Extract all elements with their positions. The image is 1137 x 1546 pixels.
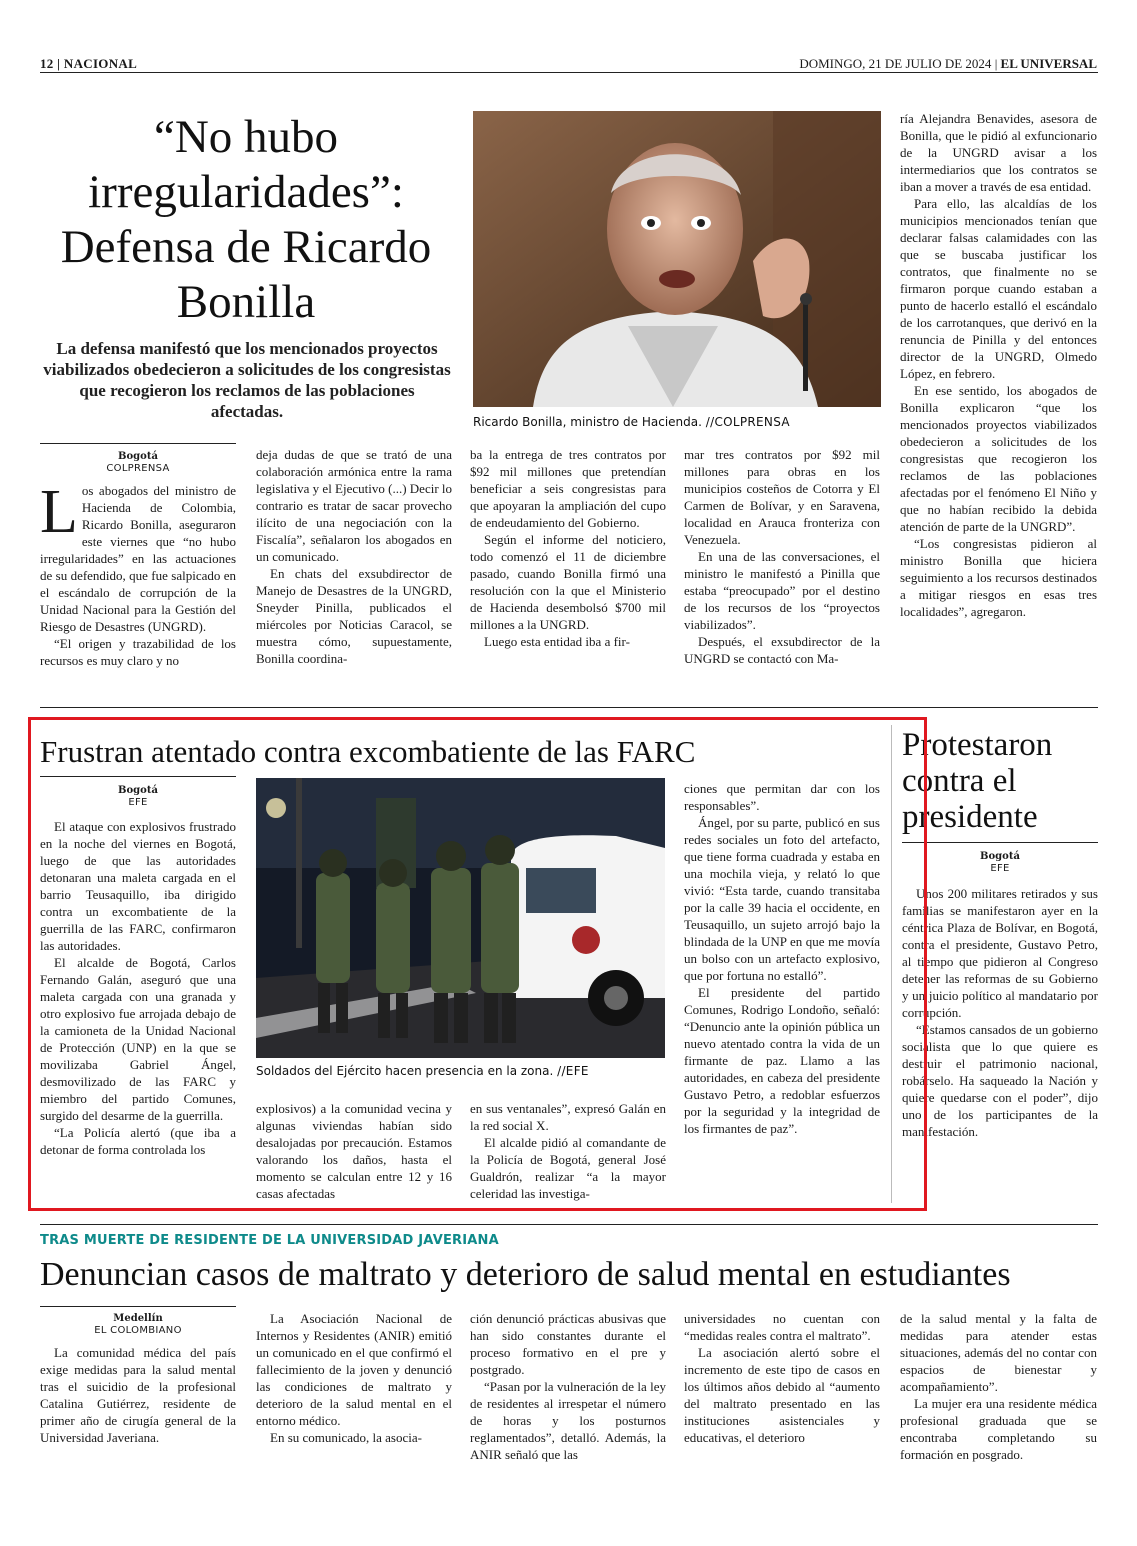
page-folio: 12 | NACIONAL bbox=[40, 56, 138, 71]
story1-column-3: ba la entrega de tres contratos por $92 mil millones que pretendían beneficiar a seis congresistas para que apoyaran la ampliación del cupo de endeudamiento del Gobierno. Según el informe del noticiero, todo comenzó el 11 de diciembre pasado, cuando Bonilla firmó una resolución con la que el Ministerio de Hacienda desembolsó $700 mil millones a la UNGRD. Luego esta entidad iba a fir- bbox=[470, 447, 666, 649]
issue-date: DOMINGO, 21 DE JULIO DE 2024 bbox=[799, 56, 992, 71]
bonilla-portrait-image bbox=[473, 111, 881, 407]
story4-column-4: universidades no cuentan con “medidas reales contra el maltrato”. La asociación alertó sobre el incremento de este tipo de casos en los últimos años debido al “aumento del maltrato presentado en las instituciones asistenciales y educativas, el deterioro bbox=[684, 1311, 880, 1445]
photo-credit: //EFE bbox=[557, 1064, 589, 1078]
story1-photo bbox=[473, 111, 881, 407]
story4-dateline-rule bbox=[40, 1306, 236, 1307]
story1-column-2: deja dudas de que se trató de una colaboración armónica entre la rama legislativa y el Ejecutivo (...) Decir lo contrario es tratar de sacar provecho ilícito de una negociación con la Fiscalía”, señalaron los abogados en un comunicado. En chats del exsubdirector de Manejo de Desastres de la UNGRD, Sneyder Pinilla, publicados el miércoles por Noticias Caracol, se muestra cómo, supuestamente, Bonilla coordina- bbox=[256, 447, 453, 666]
story4-dateline: Medellín EL COLOMBIANO bbox=[40, 1313, 236, 1337]
story4-column-1: La comunidad médica del país exige medidas para la salud mental tras el suicidio de la profesional Catalina Gutiérrez, residente de primer año de cirugía general de la Universidad Javeriana. bbox=[40, 1345, 236, 1445]
story4-headline: Denuncian casos de maltrato y deterioro de salud mental en estudiantes bbox=[40, 1256, 1011, 1293]
story2-column-1: El ataque con explosivos frustrado en la noche del viernes en Bogotá, luego de que las autoridades detonaran una maleta cargada en el barrio Teusaquillo, iba dirigido contra un excombatiente de la guerrilla de las FARC, confirmaron las autoridades. El alcalde de Bogotá, Carlos Fernando Galán, aseguró que una maleta cargada con una granada y otro explosivo fue arrojada debajo de la camioneta de la Unidad Nacional de Protección (UNP) en la que se movilizaba Gabriel Ángel, desmovilizado de las FARC y miembro del partido Comunes, surgido del desarme de la guerrilla. “La Policía alertó (que iba a detonar de forma controlada los bbox=[40, 819, 236, 1157]
story1-column-5: ría Alejandra Benavides, asesora de Bonilla, que le pidió al exfuncionario de la UNGRD avisar a los intermediarios que los contratos se iban a mover a través de esa entidad. Para ello, las alcaldías de los municipios mencionados tenían que declarar falsas calamidades con las que se buscaba justificar los contratos, que finalmente no se firmaron porque cuando estaban a punto de hacerlo estalló el escándalo de los carrotanques, que derivó en la renuncia de Pinilla y del entonces director de la UNGRD, Olmedo López, en febrero. En ese sentido, los abogados de Bonilla explicaron “que los mencionados proyectos viabilizados obedecieron a solicitudes de los congresistas que recogieron los reclamos de las poblaciones afectadas por el fenómeno El Niño y que no habían recibido la debida atención de parte de la UNGRD”. “Los congresistas pidieron al ministro Bonilla que hiciera seguimiento a los recursos destinados a mitigar riesgos en esas tres localidades”, agregaron. bbox=[900, 111, 1097, 619]
story1-column-1: Los abogados del ministro de Hacienda de Colombia, Ricardo Bonilla, aseguraron este viernes que “no hubo irregularidades” en las actuaciones de su defendido, que fue salpicado en el escándalo de corrupción de la Unidad Nacional para la Gestión del Riesgo de Desastres (UNGRD). “El origen y trazabilidad de los recursos es muy claro y no bbox=[40, 478, 236, 668]
section-divider-2 bbox=[40, 1224, 1098, 1225]
drop-cap: L bbox=[40, 478, 78, 546]
story4-column-2: La Asociación Nacional de Internos y Residentes (ANIR) emitió un comunicado en el que confirmó el fallecimiento de la joven y denunció las condiciones de maltrato y deterioro de la salud mental en el entorno médico. En su comunicado, la asocia- bbox=[256, 1311, 452, 1445]
story2-dateline: Bogotá EFE bbox=[40, 785, 236, 809]
photo-credit: //COLPRENSA bbox=[705, 415, 790, 429]
story2-column-2: explosivos) a la comunidad vecina y algunas viviendas habían sido desalojadas por precaución. Estamos valorando los daños, hasta el momento se calculan entre 12 y 16 casas afectadas bbox=[256, 1101, 452, 1201]
story3-dateline-rule bbox=[902, 842, 1098, 843]
story4-kicker: TRAS MUERTE DE RESIDENTE DE LA UNIVERSIDAD JAVERIANA bbox=[40, 1233, 499, 1248]
newspaper-name: EL UNIVERSAL bbox=[1000, 56, 1097, 71]
story1-dateline: Bogotá COLPRENSA bbox=[40, 451, 236, 475]
story1-lede: La defensa manifestó que los mencionados proyectos viabilizados obedecieron a solicitudes de los congresistas que recogieron los reclamos de las poblaciones afectadas. bbox=[43, 339, 451, 421]
story2-agency: EFE bbox=[128, 797, 148, 808]
story2-column-4: ciones que permitan dar con los responsables”. Ángel, por su parte, publicó en sus redes sociales un foto del artefacto, que tiene forma cuadrada y estaba en una mochila vieja, y relató lo que vivió: “Esta tarde, cuando transitaba por la calle 39 hacia el occidente, en Teusaquillo, un sujeto arrojó bajo la blindada de la UNP en que me movía un bolso con un artefacto explosivo, que por fortuna no estalló”. El presidente del partido Comunes, Rodrigo Londoño, señaló: “Denuncio ante la opinión pública un nuevo atentado contra la vida de un firmante de paz. Llamo a las autoridades, en cabeza del presidente Gustavo Petro, a redoblar esfuerzos por la seguridad y la integridad de los firmantes de paz”. bbox=[684, 781, 880, 1136]
header-rule bbox=[40, 72, 1098, 73]
story4-column-5: de la salud mental y la falta de medidas para atender estas situaciones, además del no contar con espacios de bienestar y acompañamiento”. La mujer era una residente médica profesional graduada que se encontraba completando su formación en posgrado. bbox=[900, 1311, 1097, 1462]
story1-headline: “No hubo irregularidades”: Defensa de Ricardo Bonilla bbox=[60, 111, 432, 328]
story3-column-1: Unos 200 militares retirados y sus familias se manifestaron ayer en la céntrica Plaza de Bolívar, en Bogotá, contra el presidente, Gustavo Petro, al tiempo que pidieron al Congreso detener las reformas de su Gobierno y un juicio político al mandatario por corrupción. “Estamos cansados de un gobierno socialista que lo que quiere es destruir el patrimonio nacional, robárselo. Ha saqueado la Nación y quiere quedarse con el poder”, dijo uno de los participantes de la manifestación. bbox=[902, 886, 1098, 1139]
story3-headline: Protestaron contra el presidente bbox=[902, 727, 1053, 835]
issue-date-line: DOMINGO, 21 DE JULIO DE 2024 | EL UNIVERSAL bbox=[799, 56, 1097, 71]
story3-dateline: Bogotá EFE bbox=[902, 851, 1098, 875]
section-name: NACIONAL bbox=[63, 56, 138, 71]
story2-column-3: en sus ventanales”, expresó Galán en la red social X. El alcalde pidió al comandante de la Policía de Bogotá, general José Gualdrón, realizar “a la mayor celeridad las investiga- bbox=[470, 1101, 666, 1201]
section-divider-1 bbox=[40, 707, 1098, 708]
story1-dateline-rule bbox=[40, 443, 236, 444]
story3-agency: EFE bbox=[990, 863, 1010, 874]
story2-photo-caption: Soldados del Ejército hacen presencia en la zona. //EFE bbox=[256, 1064, 589, 1078]
highlight-box bbox=[28, 717, 927, 1211]
story1-photo-caption: Ricardo Bonilla, ministro de Hacienda. //COLPRENSA bbox=[473, 415, 790, 429]
story1-agency: COLPRENSA bbox=[106, 463, 170, 474]
story1-column-4: mar tres contratos por $92 mil millones para obras en los municipios costeños de Cotorra y El Carmen de Bolívar, y en Saravena, localidad en Arauca fronteriza con Venezuela. En una de las conversaciones, el ministro le manifestó a Pinilla que estaba “preocupado” por el destino de los recursos de los “proyectos viabilizados”. Después, el exsubdirector de la UNGRD se contactó con Ma- bbox=[684, 447, 880, 666]
story4-agency: EL COLOMBIANO bbox=[94, 1325, 182, 1336]
story2-headline: Frustran atentado contra excombatiente de las FARC bbox=[40, 734, 696, 769]
story4-column-3: ción denunció prácticas abusivas que han sido constantes durante el proceso formativo en el pre y postgrado. “Pasan por la vulneración de la ley de residentes al irrespetar el número de horas y los posturnos reglamentados”, detalló. Además, la ANIR señaló que las bbox=[470, 1311, 666, 1462]
